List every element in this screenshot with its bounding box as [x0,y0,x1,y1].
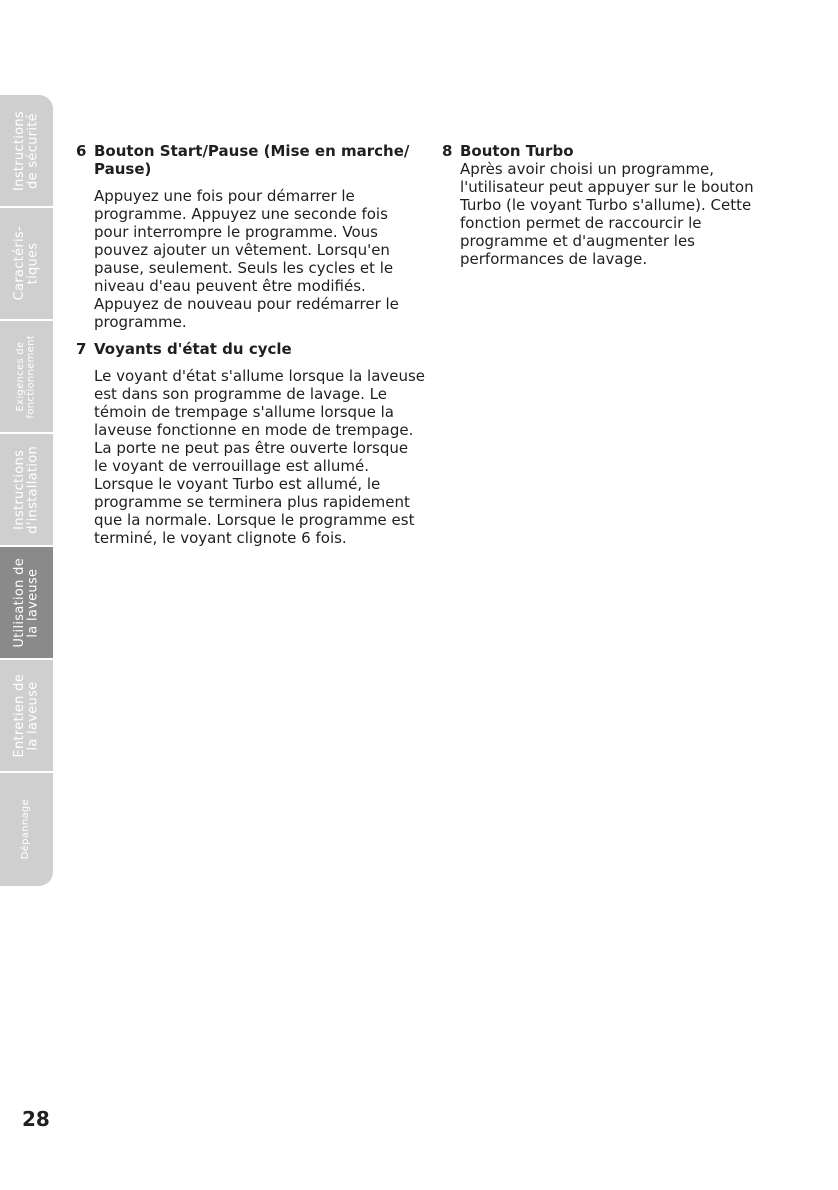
page-number: 28 [22,1107,50,1131]
section-heading: Bouton Start/Pause (Mise en marche/ Pause) [94,142,410,178]
tab-troubleshooting[interactable] [0,773,53,886]
section-tabs [0,95,53,886]
tab-washer-care[interactable] [0,660,53,773]
tab-label: Caractéris- tiques [11,226,41,301]
left-column [76,142,426,556]
section-paragraph: Appuyez de nouveau pour redémarrer le programme. [94,295,399,331]
section-8 [442,142,782,268]
tab-label: Dépannage [20,799,32,860]
tab-safety-instructions[interactable] [0,95,53,208]
section-paragraph: Après avoir choisi un programme, l'utilisateur peut appuyer sur le bouton Turbo (le voyant Turbo s'allume). Cette fonction permet de raccourcir le programme et d'augmenter les performances de lavage. [460,160,754,268]
section-heading: Bouton Turbo [460,142,574,160]
tab-installation-instructions[interactable] [0,434,53,547]
section-paragraph: Le voyant d'état s'allume lorsque la laveuse est dans son programme de lavage. Le témoin de trempage s'allume lorsque la laveuse fonctionne en mode de trempage. La porte ne peut pas être ouverte lorsque le voyant de verrouillage est allumé. [94,367,426,475]
section-number: 6 [76,142,87,160]
tab-using-washer[interactable] [0,547,53,660]
section-number: 7 [76,340,87,358]
section-7 [76,340,426,547]
section-number: 8 [442,142,453,160]
tab-label: Utilisation de la laveuse [11,557,41,648]
section-paragraph: Lorsque le voyant Turbo est allumé, le programme se terminera plus rapidement que la normale. Lorsque le programme est terminé, le voyant clignote 6 fois. [94,475,415,547]
tab-label: Instructions de sécurité [11,110,41,191]
section-paragraph: Appuyez une fois pour démarrer le programme. Appuyez une seconde fois pour interrompre le programme. Vous pouvez ajouter un vêtement. Lorsqu'en pause, seulement. Seuls les cycles et le niveau d'eau peuvent être modifiés. [94,187,394,295]
tab-operating-requirements[interactable] [0,321,53,434]
tab-label: Instructions d'installation [11,445,41,534]
section-6 [76,142,426,331]
right-column [442,142,782,277]
tab-features[interactable] [0,208,53,321]
tab-label: Entretien de la laveuse [11,673,41,758]
tab-label: Exigences de fonctionnement [15,334,37,419]
section-heading: Voyants d'état du cycle [94,340,292,358]
